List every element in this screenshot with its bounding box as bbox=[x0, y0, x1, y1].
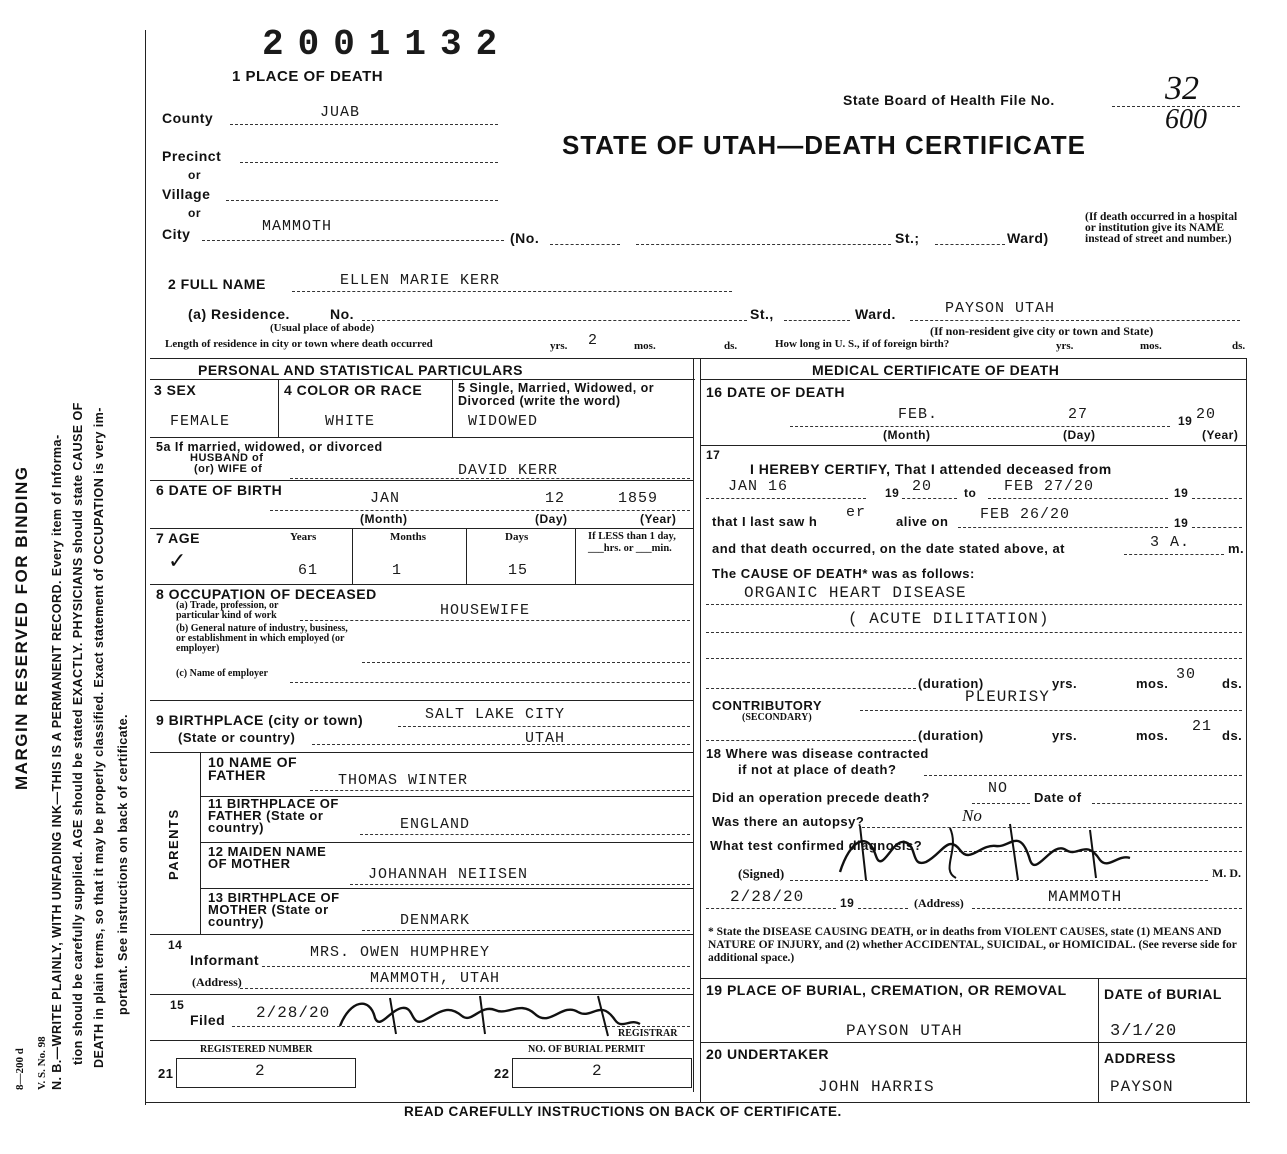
where-contracted-label: 18 Where was disease contracted bbox=[706, 746, 929, 761]
md-label: M. D. bbox=[1212, 866, 1241, 880]
test-confirmed-label: What test confirmed diagnosis? bbox=[710, 838, 923, 853]
cause-duration-months: 30 bbox=[1176, 666, 1197, 683]
dob-year: 1859 bbox=[618, 490, 659, 507]
parents-label: PARENTS bbox=[166, 808, 181, 880]
residence-label: (a) Residence. bbox=[188, 306, 290, 322]
abode-note: (Usual place of abode) bbox=[270, 322, 375, 334]
certify-number: 17 bbox=[706, 448, 721, 462]
death-year: 20 bbox=[1196, 406, 1217, 423]
undertaker-label: 20 UNDERTAKER bbox=[706, 1046, 829, 1062]
residence-ward-label: Ward. bbox=[855, 306, 896, 322]
death-time-label: and that death occurred, on the date stated above, at bbox=[712, 541, 1066, 556]
contrib-duration-mos: mos. bbox=[1136, 728, 1169, 743]
operation-label: Did an operation precede death? bbox=[712, 790, 930, 805]
us-residence-label: How long in U. S., if of foreign birth? bbox=[775, 338, 950, 350]
age-months-label: Months bbox=[390, 531, 427, 543]
age-days-label: Days bbox=[505, 531, 529, 543]
full-name-value: ELLEN MARIE KERR bbox=[340, 272, 501, 289]
last-saw-pronoun: er bbox=[846, 504, 867, 521]
place-of-death-heading: 1 PLACE OF DEATH bbox=[232, 68, 384, 85]
mother-name-label: 12 MAIDEN NAME OF MOTHER bbox=[208, 844, 327, 871]
spouse-value: DAVID KERR bbox=[458, 462, 559, 479]
informant-name: MRS. OWEN HUMPHREY bbox=[310, 944, 491, 961]
burial-place-label: 19 PLACE OF BURIAL, CREMATION, OR REMOVAL bbox=[706, 982, 1067, 998]
birthplace-label: 9 BIRTHPLACE (city or town) bbox=[156, 712, 364, 728]
hospital-note: (If death occurred in a hospital or institution give its NAME instead of street and number.) bbox=[1085, 211, 1238, 245]
or-label-2: or bbox=[188, 206, 201, 220]
where-contracted-label-2: if not at place of death? bbox=[738, 762, 897, 777]
filed-date: 2/28/20 bbox=[256, 1004, 331, 1022]
cause-duration-label: (duration) bbox=[918, 676, 984, 691]
age-months: 1 bbox=[392, 562, 403, 579]
autopsy-value: No bbox=[962, 806, 982, 825]
mother-birthplace-label: 13 BIRTHPLACE OF MOTHER (State or country) bbox=[208, 890, 340, 929]
dob-year-label: (Year) bbox=[640, 512, 677, 526]
us-mos-label: mos. bbox=[1140, 340, 1162, 352]
precinct-label: Precinct bbox=[162, 148, 222, 164]
spouse-label-3: (or) WIFE of bbox=[194, 463, 263, 475]
occupation-industry-label: (b) General nature of industry, business, or establishment in which employed (or employer) bbox=[176, 623, 348, 654]
residence-no-label: No. bbox=[330, 306, 355, 322]
margin-instructions-line-1: N. B.—WRITE PLAINLY, WITH UNFADING INK—THIS IS A PERMANENT RECORD. Every item of Informa- bbox=[50, 434, 64, 1090]
certificate-title: STATE OF UTAH—DEATH CERTIFICATE bbox=[562, 130, 1086, 160]
alive-on-label: alive on bbox=[896, 514, 949, 529]
father-name: THOMAS WINTER bbox=[338, 772, 469, 789]
occupation-trade-label: (a) Trade, profession, or particular kind of work bbox=[176, 600, 279, 621]
residence-value: PAYSON UTAH bbox=[945, 300, 1056, 317]
cause-footnote: * State the DISEASE CAUSING DEATH, or in deaths from VIOLENT CAUSES, state (1) MEANS AND NATURE OF INJURY, and (2) whether ACCIDENTAL, SUICIDAL, or HOMICIDAL. (See reverse side for additional space.) bbox=[708, 926, 1237, 964]
attended-from: JAN 16 bbox=[728, 478, 789, 495]
burial-permit-index: 22 bbox=[494, 1066, 510, 1081]
attended-from-year: 20 bbox=[912, 478, 933, 495]
binding-margin-note: MARGIN RESERVED FOR BINDING bbox=[12, 465, 31, 790]
file-no-label: State Board of Health File No. bbox=[843, 92, 1055, 108]
registered-number-label: REGISTERED NUMBER bbox=[200, 1044, 313, 1055]
length-yrs-label: yrs. bbox=[550, 340, 568, 352]
registered-number-index: 21 bbox=[158, 1066, 174, 1081]
to-label: to bbox=[964, 486, 977, 500]
signed-19: 19 bbox=[840, 896, 855, 910]
spouse-label-1: 5a If married, widowed, or divorced bbox=[156, 440, 383, 454]
residence-st-label: St., bbox=[750, 306, 774, 322]
filed-number: 15 bbox=[170, 998, 185, 1012]
cause-of-death-primary: ORGANIC HEART DISEASE bbox=[744, 584, 967, 602]
age-days: 15 bbox=[508, 562, 529, 579]
attended-to-19: 19 bbox=[1174, 486, 1189, 500]
no-label: (No. bbox=[510, 230, 540, 246]
physician-address: MAMMOTH bbox=[1048, 888, 1123, 906]
contrib-duration-label: (duration) bbox=[918, 728, 984, 743]
contributory-cause: PLEURISY bbox=[965, 688, 1050, 706]
occupation-value: HOUSEWIFE bbox=[440, 602, 531, 619]
death-year-prefix: 19 bbox=[1178, 414, 1193, 428]
father-birthplace: ENGLAND bbox=[400, 816, 471, 833]
st-label: St.; bbox=[895, 230, 920, 246]
age-label: 7 AGE bbox=[156, 530, 200, 546]
county-label: County bbox=[162, 110, 214, 126]
burial-permit-label: NO. OF BURIAL PERMIT bbox=[528, 1044, 645, 1055]
us-ds-label: ds. bbox=[1232, 340, 1246, 352]
spouse-label-2: HUSBAND of bbox=[190, 452, 264, 464]
death-month-label: (Month) bbox=[883, 428, 931, 442]
contributory-label: CONTRIBUTORY bbox=[712, 698, 822, 713]
form-left-border bbox=[145, 30, 146, 1105]
burial-date: 3/1/20 bbox=[1110, 1022, 1178, 1041]
attended-to: FEB 27/20 bbox=[1004, 478, 1095, 495]
personal-particulars-heading: PERSONAL AND STATISTICAL PARTICULARS bbox=[198, 362, 523, 378]
birthplace-state-label: (State or country) bbox=[178, 730, 296, 745]
mother-name: JOHANNAH NEIISEN bbox=[368, 866, 529, 883]
informant-address-label: (Address) bbox=[192, 975, 242, 989]
age-years: 61 bbox=[298, 562, 319, 579]
county-value: JUAB bbox=[320, 104, 361, 121]
age-checkmark: ✓ bbox=[168, 548, 187, 573]
informant-number: 14 bbox=[168, 938, 183, 952]
burial-permit-number: 2 bbox=[592, 1062, 603, 1080]
employer-label: (c) Name of employer bbox=[176, 668, 268, 679]
length-ds-label: ds. bbox=[724, 340, 738, 352]
death-day-label: (Day) bbox=[1063, 428, 1096, 442]
dob-month: JAN bbox=[370, 490, 401, 507]
length-of-residence-label: Length of residence in city or town where death occurred bbox=[165, 338, 433, 350]
death-year-label: (Year) bbox=[1202, 428, 1239, 442]
birthplace-state: UTAH bbox=[525, 730, 566, 747]
footer-instructions: READ CAREFULLY INSTRUCTIONS ON BACK OF CERTIFICATE. bbox=[404, 1104, 842, 1119]
marital-status-value: WIDOWED bbox=[468, 413, 539, 430]
registered-number: 2 bbox=[255, 1062, 266, 1080]
village-label: Village bbox=[162, 186, 211, 202]
cause-of-death-secondary: ( ACUTE DILITATION) bbox=[848, 610, 1050, 628]
contrib-duration-months: 21 bbox=[1192, 718, 1213, 735]
death-day: 27 bbox=[1068, 406, 1089, 423]
cause-of-death-label: The CAUSE OF DEATH* was as follows: bbox=[712, 566, 975, 581]
burial-date-label: DATE of BURIAL bbox=[1104, 986, 1222, 1002]
file-number-sub: 600 bbox=[1165, 104, 1207, 135]
dob-day: 12 bbox=[545, 490, 566, 507]
mother-birthplace: DENMARK bbox=[400, 912, 471, 929]
ward-label: Ward) bbox=[1007, 230, 1049, 246]
operation-date-label: Date of bbox=[1034, 790, 1082, 805]
cause-duration-mos: mos. bbox=[1136, 676, 1169, 691]
birthplace-city: SALT LAKE CITY bbox=[425, 706, 566, 723]
city-label: City bbox=[162, 226, 191, 242]
informant-label: Informant bbox=[190, 952, 260, 968]
dob-day-label: (Day) bbox=[535, 512, 568, 526]
vs-number: V. S. No. 98 bbox=[36, 1036, 48, 1090]
medical-certificate-heading: MEDICAL CERTIFICATE OF DEATH bbox=[812, 362, 1060, 378]
column-divider bbox=[693, 358, 694, 1092]
form-bottom-border bbox=[145, 1102, 1250, 1103]
length-mos-label: mos. bbox=[634, 340, 656, 352]
or-label-1: or bbox=[188, 168, 201, 182]
marital-status-label: 5 Single, Married, Widowed, or Divorced (write the word) bbox=[458, 381, 655, 408]
informant-address: MAMMOTH, UTAH bbox=[370, 970, 501, 987]
contrib-duration-yrs: yrs. bbox=[1052, 728, 1078, 743]
serial-number: 2001132 bbox=[262, 24, 512, 65]
dob-month-label: (Month) bbox=[360, 512, 408, 526]
physician-signature bbox=[820, 820, 1140, 884]
sex-value: FEMALE bbox=[170, 413, 231, 430]
attended-from-19: 19 bbox=[885, 486, 900, 500]
last-saw-label: that I last saw h bbox=[712, 514, 818, 529]
certify-statement: I HEREBY CERTIFY, That I attended deceased from bbox=[750, 461, 1112, 477]
length-of-residence-years: 2 bbox=[588, 332, 599, 349]
father-birthplace-label: 11 BIRTHPLACE OF FATHER (State or country) bbox=[208, 796, 339, 835]
filed-label: Filed bbox=[190, 1012, 226, 1028]
contrib-duration-ds: ds. bbox=[1222, 728, 1243, 743]
autopsy-label: Was there an autopsy? bbox=[712, 814, 865, 829]
margin-instructions-line-2: tion should be carefully supplied. AGE should be stated EXACTLY. PHYSICIANS should state CAUSE OF bbox=[71, 402, 85, 1065]
age-years-label: Years bbox=[290, 531, 317, 543]
death-time: 3 A. bbox=[1150, 534, 1191, 551]
us-yrs-label: yrs. bbox=[1056, 340, 1074, 352]
operation-value: NO bbox=[988, 780, 1009, 797]
registrar-signature bbox=[330, 990, 650, 1040]
file-number: 32 bbox=[1165, 70, 1199, 107]
death-month: FEB. bbox=[898, 406, 939, 423]
form-id: 8—200 d bbox=[14, 1048, 26, 1090]
last-saw-date: FEB 26/20 bbox=[980, 506, 1071, 523]
cause-duration-ds: ds. bbox=[1222, 676, 1243, 691]
death-time-m: m. bbox=[1228, 541, 1245, 556]
physician-address-label: (Address) bbox=[914, 896, 964, 910]
father-name-label: 10 NAME OF FATHER bbox=[208, 754, 298, 783]
sex-label: 3 SEX bbox=[154, 382, 197, 398]
color-race-value: WHITE bbox=[325, 413, 376, 430]
color-race-label: 4 COLOR OR RACE bbox=[284, 382, 423, 398]
cause-duration-yrs: yrs. bbox=[1052, 676, 1078, 691]
burial-place: PAYSON UTAH bbox=[846, 1022, 963, 1040]
secondary-label: (SECONDARY) bbox=[742, 712, 812, 723]
undertaker-address-label: ADDRESS bbox=[1104, 1050, 1176, 1066]
last-saw-19: 19 bbox=[1174, 516, 1189, 530]
city-value: MAMMOTH bbox=[262, 218, 333, 235]
date-of-birth-label: 6 DATE OF BIRTH bbox=[156, 482, 283, 498]
margin-instructions-line-4: portant. See instructions on back of certificate. bbox=[116, 714, 130, 1015]
date-of-death-label: 16 DATE OF DEATH bbox=[706, 384, 845, 400]
full-name-label: 2 FULL NAME bbox=[168, 276, 266, 292]
registrar-label: REGISTRAR bbox=[618, 1028, 678, 1039]
age-less-than-day-label: If LESS than 1 day, ___hrs. or ___min. bbox=[588, 531, 676, 554]
margin-instructions-line-3: DEATH in plain terms, so that it may be properly classified. Exact statement of OCCUPATION is very im- bbox=[92, 407, 106, 1068]
signed-date: 2/28/20 bbox=[730, 888, 805, 906]
occupation-label: 8 OCCUPATION OF DECEASED bbox=[156, 586, 377, 602]
undertaker-address: PAYSON bbox=[1110, 1078, 1174, 1096]
undertaker-name: JOHN HARRIS bbox=[818, 1078, 935, 1096]
physician-signed-label: (Signed) bbox=[738, 866, 785, 881]
nonresident-note: (If non-resident give city or town and State) bbox=[930, 324, 1154, 338]
